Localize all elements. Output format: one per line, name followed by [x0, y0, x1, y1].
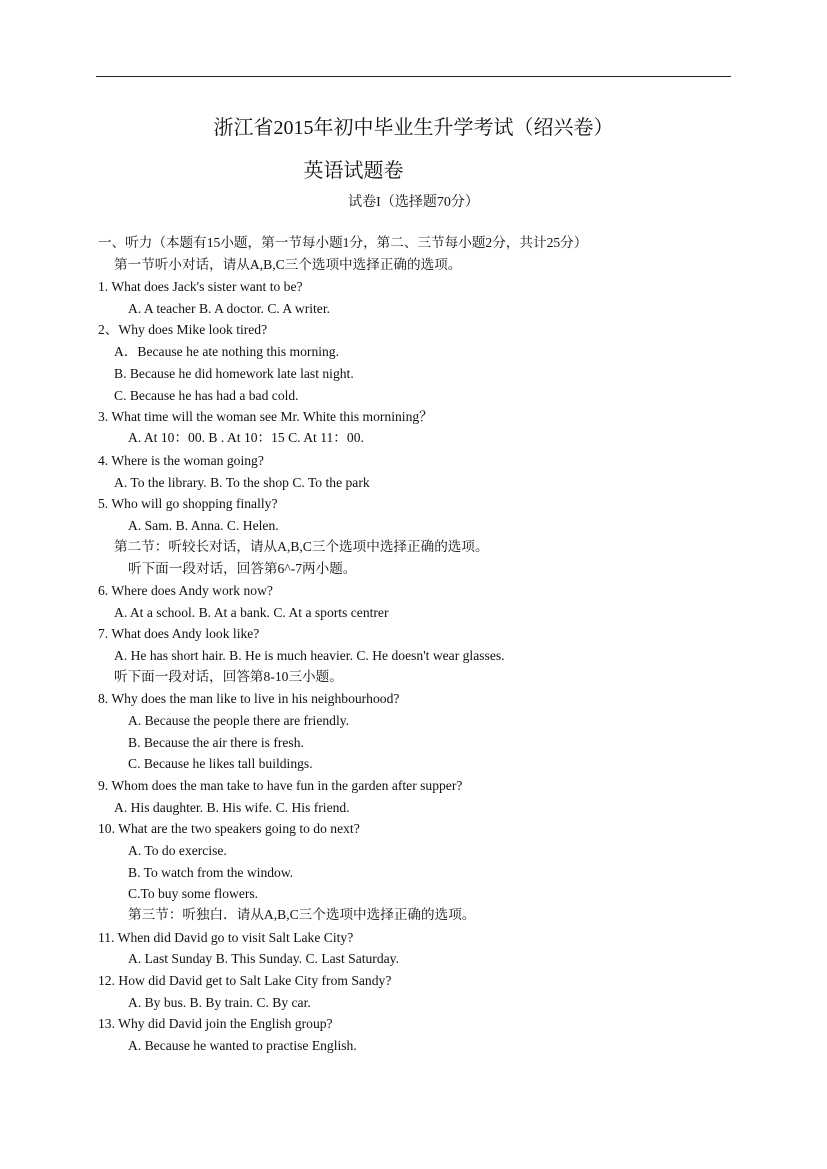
dialogue-instruction: 听下面一段对话，回答第8-10三小题。: [114, 669, 343, 684]
question-3: 3. What time will the woman see Mr. White this mornining？: [98, 409, 433, 424]
question-5: 5. Who will go shopping finally?: [98, 496, 278, 511]
question-10-option-a: A. To do exercise.: [128, 843, 227, 858]
question-2-option-a: A．Because he ate nothing this morning.: [114, 344, 340, 359]
section-2-instruction: 第二节：听较长对话，请从A,B,C三个选项中选择正确的选项。: [114, 539, 489, 554]
question-11: 11. When did David go to visit Salt Lake City?: [98, 930, 354, 945]
question-10: 10. What are the two speakers going to do next?: [98, 821, 360, 836]
question-6-options: A. At a school. B. At a bank. C. At a sports centrer: [114, 605, 389, 620]
question-9-options: A. His daughter. B. His wife. C. His friend.: [114, 800, 350, 815]
question-6: 6. Where does Andy work now?: [98, 583, 273, 598]
question-1-options: A. A teacher B. A doctor. C. A writer.: [128, 301, 330, 316]
section-3-instruction: 第三节：听独白．请从A,B,C三个选项中选择正确的选项。: [128, 907, 476, 922]
question-13-option-a: A. Because he wanted to practise English.: [128, 1038, 357, 1053]
dialogue-instruction: 听下面一段对话，回答第6^-7两小题。: [128, 561, 357, 576]
exam-subtitle: 英语试题卷: [303, 160, 404, 182]
question-7: 7. What does Andy look like?: [98, 626, 260, 641]
question-8-option-b: B. Because the air there is fresh.: [128, 735, 304, 750]
question-8-option-a: A. Because the people there are friendly.: [128, 713, 350, 728]
question-4: 4. Where is the woman going?: [98, 453, 264, 468]
question-13: 13. Why did David join the English group?: [98, 1016, 333, 1031]
question-11-options: A. Last Sunday B. This Sunday. C. Last Saturday.: [128, 951, 399, 966]
exam-part-label: 试卷I（选择题70分）: [348, 195, 479, 210]
question-5-options: A. Sam. B. Anna. C. Helen.: [128, 518, 279, 533]
question-8: 8. Why does the man like to live in his neighbourhood?: [98, 691, 400, 706]
question-12-options: A. By bus. B. By train. C. By car.: [128, 995, 311, 1010]
question-2: 2、Why does Mike look tired?: [98, 322, 268, 337]
question-2-option-c: C. Because he has had a bad cold.: [114, 388, 299, 403]
question-3-options: A. At 10：00. B . At 10：15 C. At 11：00.: [128, 430, 364, 445]
question-1: 1. What does Jack's sister want to be?: [98, 279, 303, 294]
question-2-option-b: B. Because he did homework late last night.: [114, 366, 354, 381]
question-10-option-c: C.To buy some flowers.: [128, 886, 259, 901]
question-7-options: A. He has short hair. B. He is much heavier. C. He doesn't wear glasses.: [114, 648, 505, 663]
section-instruction: 第一节听小对话，请从A,B,C三个选项中选择正确的选项。: [114, 257, 462, 272]
header-rule: [96, 76, 731, 77]
section-heading: 一、听力（本题有15小题，第一节每小题1分，第二、三节每小题2分，共计25分）: [98, 235, 588, 250]
question-4-options: A. To the library. B. To the shop C. To the park: [114, 475, 370, 490]
question-8-option-c: C. Because he likes tall buildings.: [128, 756, 313, 771]
question-10-option-b: B. To watch from the window.: [128, 865, 294, 880]
question-12: 12. How did David get to Salt Lake City from Sandy?: [98, 973, 392, 988]
question-9: 9. Whom does the man take to have fun in the garden after supper?: [98, 778, 463, 793]
exam-title: 浙江省2015年初中毕业生升学考试（绍兴卷）: [213, 117, 614, 139]
